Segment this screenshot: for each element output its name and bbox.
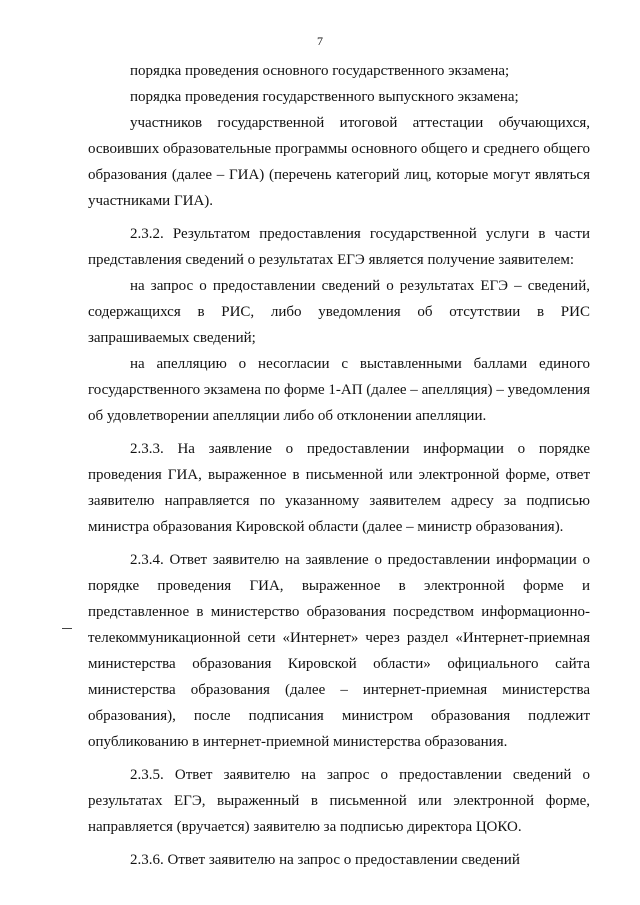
paragraph-2-3-3: 2.3.3. На заявление о предоставлении информации о порядке проведения ГИА, выраженное в письменной или электронной форме, ответ заявителю направляется по указанному заявителем адресу за подписью министра образования Кировской области (далее – министр образования). (88, 441, 590, 535)
paragraph-exam-order-graduation: порядка проведения государственного выпускного экзамена; (130, 89, 519, 105)
paragraph-appeal: на апелляцию о несогласии с выставленными баллами единого государственного экзамена по форме 1-АП (далее – апелляция) – уведомления об удовлетворении апелляции либо об отклонении апелляции. (88, 356, 590, 424)
paragraph-gia-participants: участников государственной итоговой аттестации обучающихся, освоивших образовательные программы основного общего и среднего общего образования (далее – ГИА) (перечень категорий лиц, которые могут являться участниками ГИА). (88, 115, 590, 209)
page-number: 7 (317, 34, 323, 48)
paragraph-2-3-5: 2.3.5. Ответ заявителю на запрос о предоставлении сведений о результатах ЕГЭ, выраженный в письменной или электронной форме, направляется (вручается) заявителю за подписью директора ЦОКО. (88, 767, 590, 835)
paragraph-2-3-2: 2.3.2. Результатом предоставления государственной услуги в части представления сведений о результатах ЕГЭ является получение заявителем: (88, 226, 590, 268)
paragraph-2-3-6: 2.3.6. Ответ заявителю на запрос о предоставлении сведений (130, 852, 520, 868)
paragraph-2-3-4: 2.3.4. Ответ заявителю на заявление о предоставлении информации о порядке проведения ГИА, выраженное в электронной форме и представленное в министерство образования посредством информационно-телекоммуникационной сети «Интернет» через раздел «Интернет-приемная министерства образования Кировской области» официального сайта министерства образования (далее – интернет-приемная министерства образования), после подписания министром образования подлежит опубликованию в интернет-приемной министерства образования. (88, 552, 590, 750)
margin-mark (62, 628, 72, 629)
paragraph-exam-order-basic: порядка проведения основного государственного экзамена; (130, 63, 510, 79)
paragraph-request-results: на запрос о предоставлении сведений о результатах ЕГЭ – сведений, содержащихся в РИС, либо уведомления об отсутствии в РИС запрашиваемых сведений; (88, 278, 590, 346)
document-body (88, 58, 590, 873)
